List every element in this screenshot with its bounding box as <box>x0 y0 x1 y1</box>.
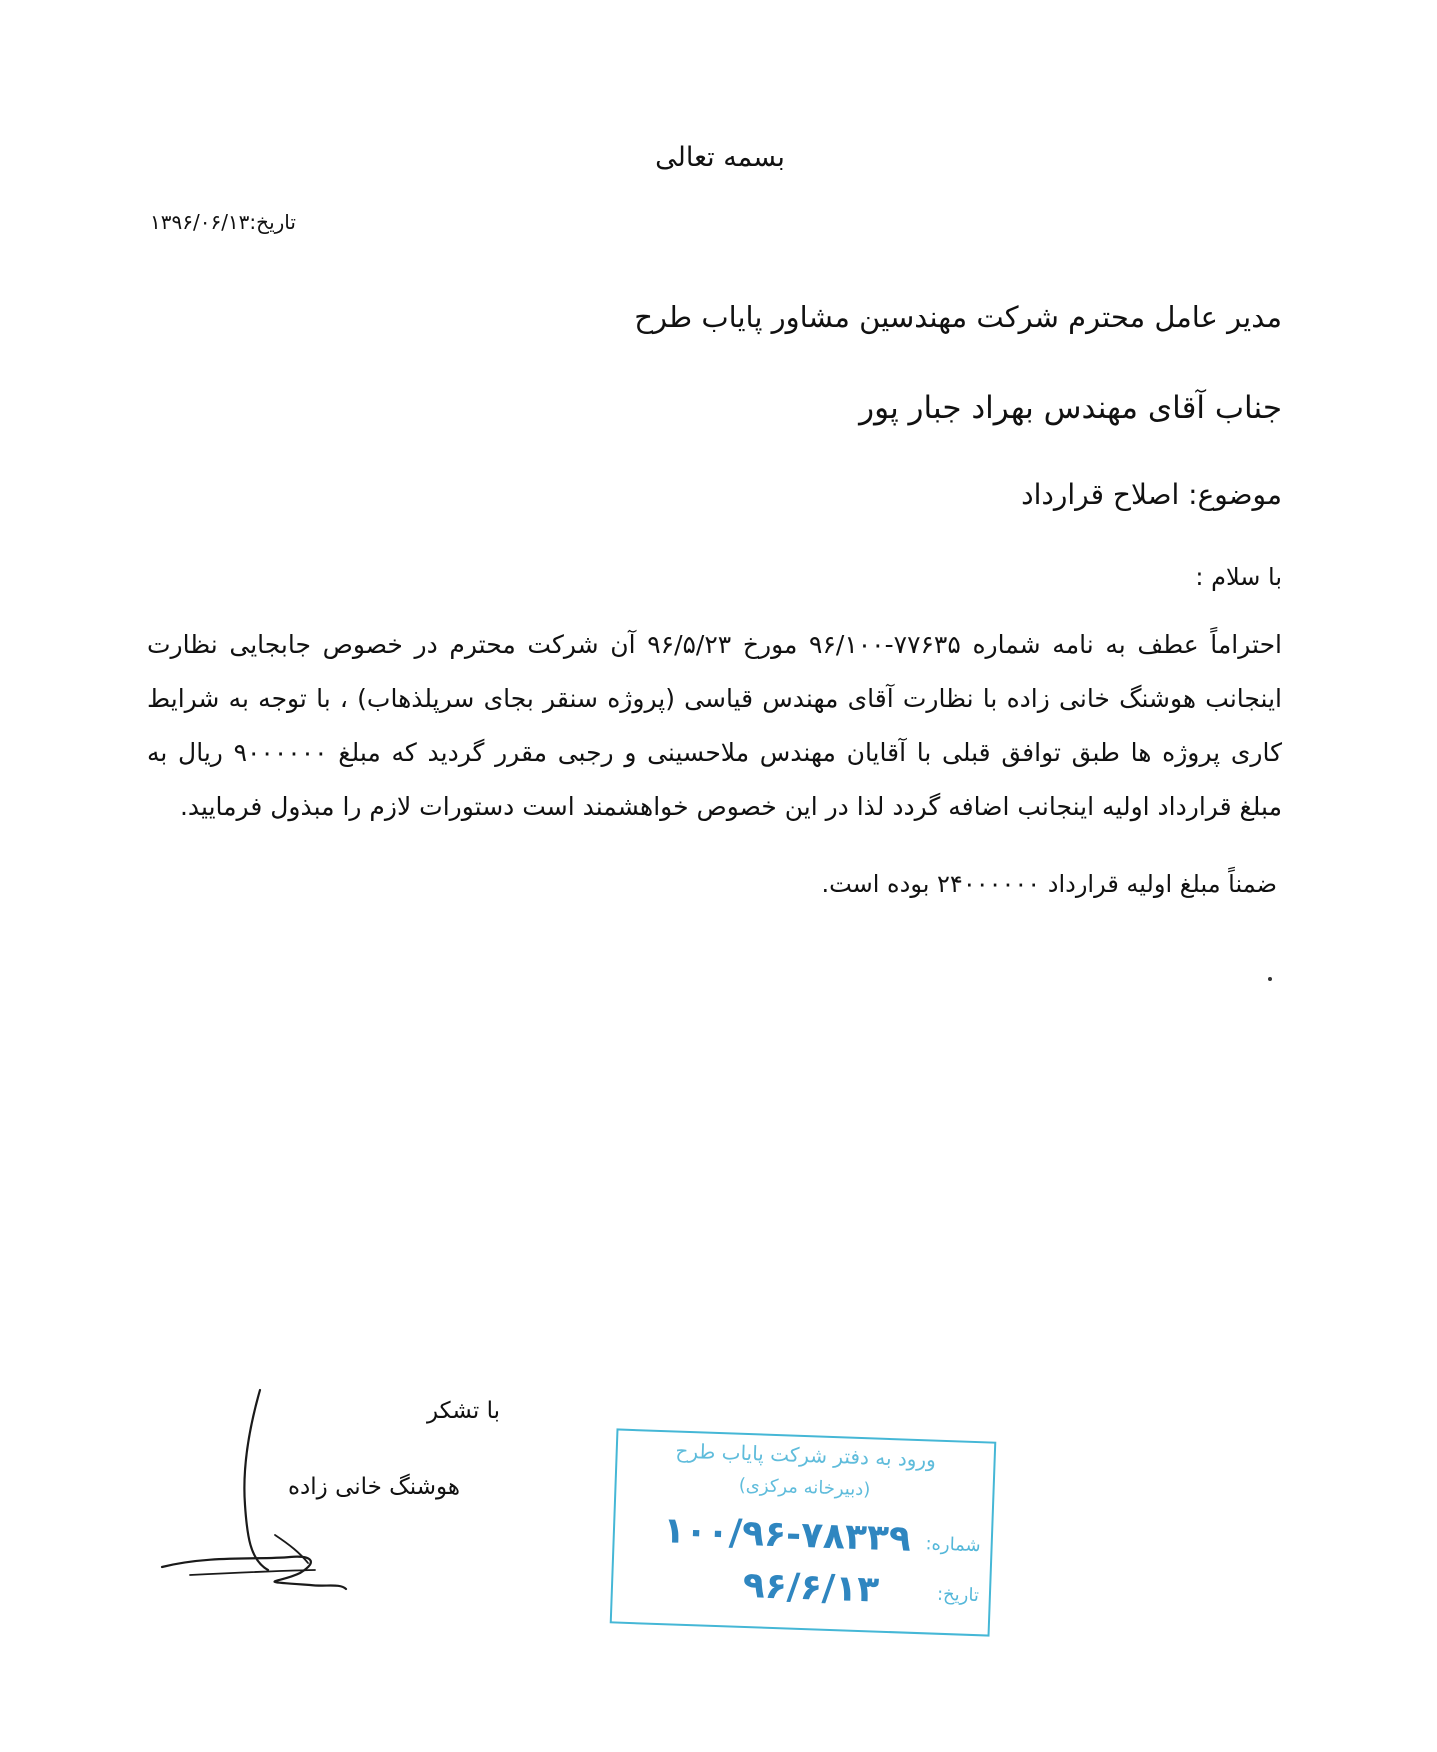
addressee-company: مدیر عامل محترم شرکت مهندسین مشاور پایاب طرح <box>634 300 1282 334</box>
letter-date: تاریخ:۱۳۹۶/۰۶/۱۳ <box>150 210 296 234</box>
letter-subject: موضوع: اصلاح قرارداد <box>1021 478 1282 511</box>
letter-heading: بسمه تعالی <box>655 142 785 173</box>
letter-body: احتراماً عطف به نامه شماره ۷۷۶۳۵-۹۶/۱۰۰ مورخ ۹۶/۵/۲۳ آن شرکت محترم در خصوص جابجایی نظارت اینجانب هوشنگ خانی زاده با نظارت آقای مهندس قیاسی (پروژه سنقر بجای سرپلذهاب) ، با توجه به شرایط کاری پروژه ها طبق توافق قبلی با آقایان مهندس ملاحسینی و رجبی مقرر گردید که مبلغ ۹۰۰۰۰۰۰ ریال به مبلغ قرارداد اولیه اینجانب اضافه گردد لذا در این خصوص خواهشمند است دستورات لازم را مبذول فرمایید. <box>147 630 1282 821</box>
receipt-stamp <box>610 1428 997 1636</box>
letter-greeting: با سلام : <box>1195 563 1282 591</box>
stamp-date-value: ۹۶/۶/۱۳ <box>742 1564 880 1611</box>
handwritten-signature <box>150 1385 350 1605</box>
addressee-person: جناب آقای مهندس بهراد جبار پور <box>859 390 1282 426</box>
stamp-number-value: ۱۰۰/۹۶-۷۸۳۳۹ <box>662 1510 912 1560</box>
stamp-title: ورود به دفتر شرکت پایاب طرح <box>675 1438 937 1472</box>
stamp-number-label: شماره: <box>925 1533 982 1557</box>
stamp-subtitle: (دبیرخانه مرکزی) <box>738 1474 871 1501</box>
letter-closing: با تشکر <box>426 1398 500 1424</box>
letter-note: ضمناً مبلغ اولیه قرارداد ۲۴۰۰۰۰۰۰ بوده است. <box>821 870 1277 898</box>
stray-dot <box>1268 977 1272 981</box>
stamp-date-label: تاریخ: <box>936 1583 980 1607</box>
signer-name: هوشنگ خانی زاده <box>287 1474 460 1500</box>
